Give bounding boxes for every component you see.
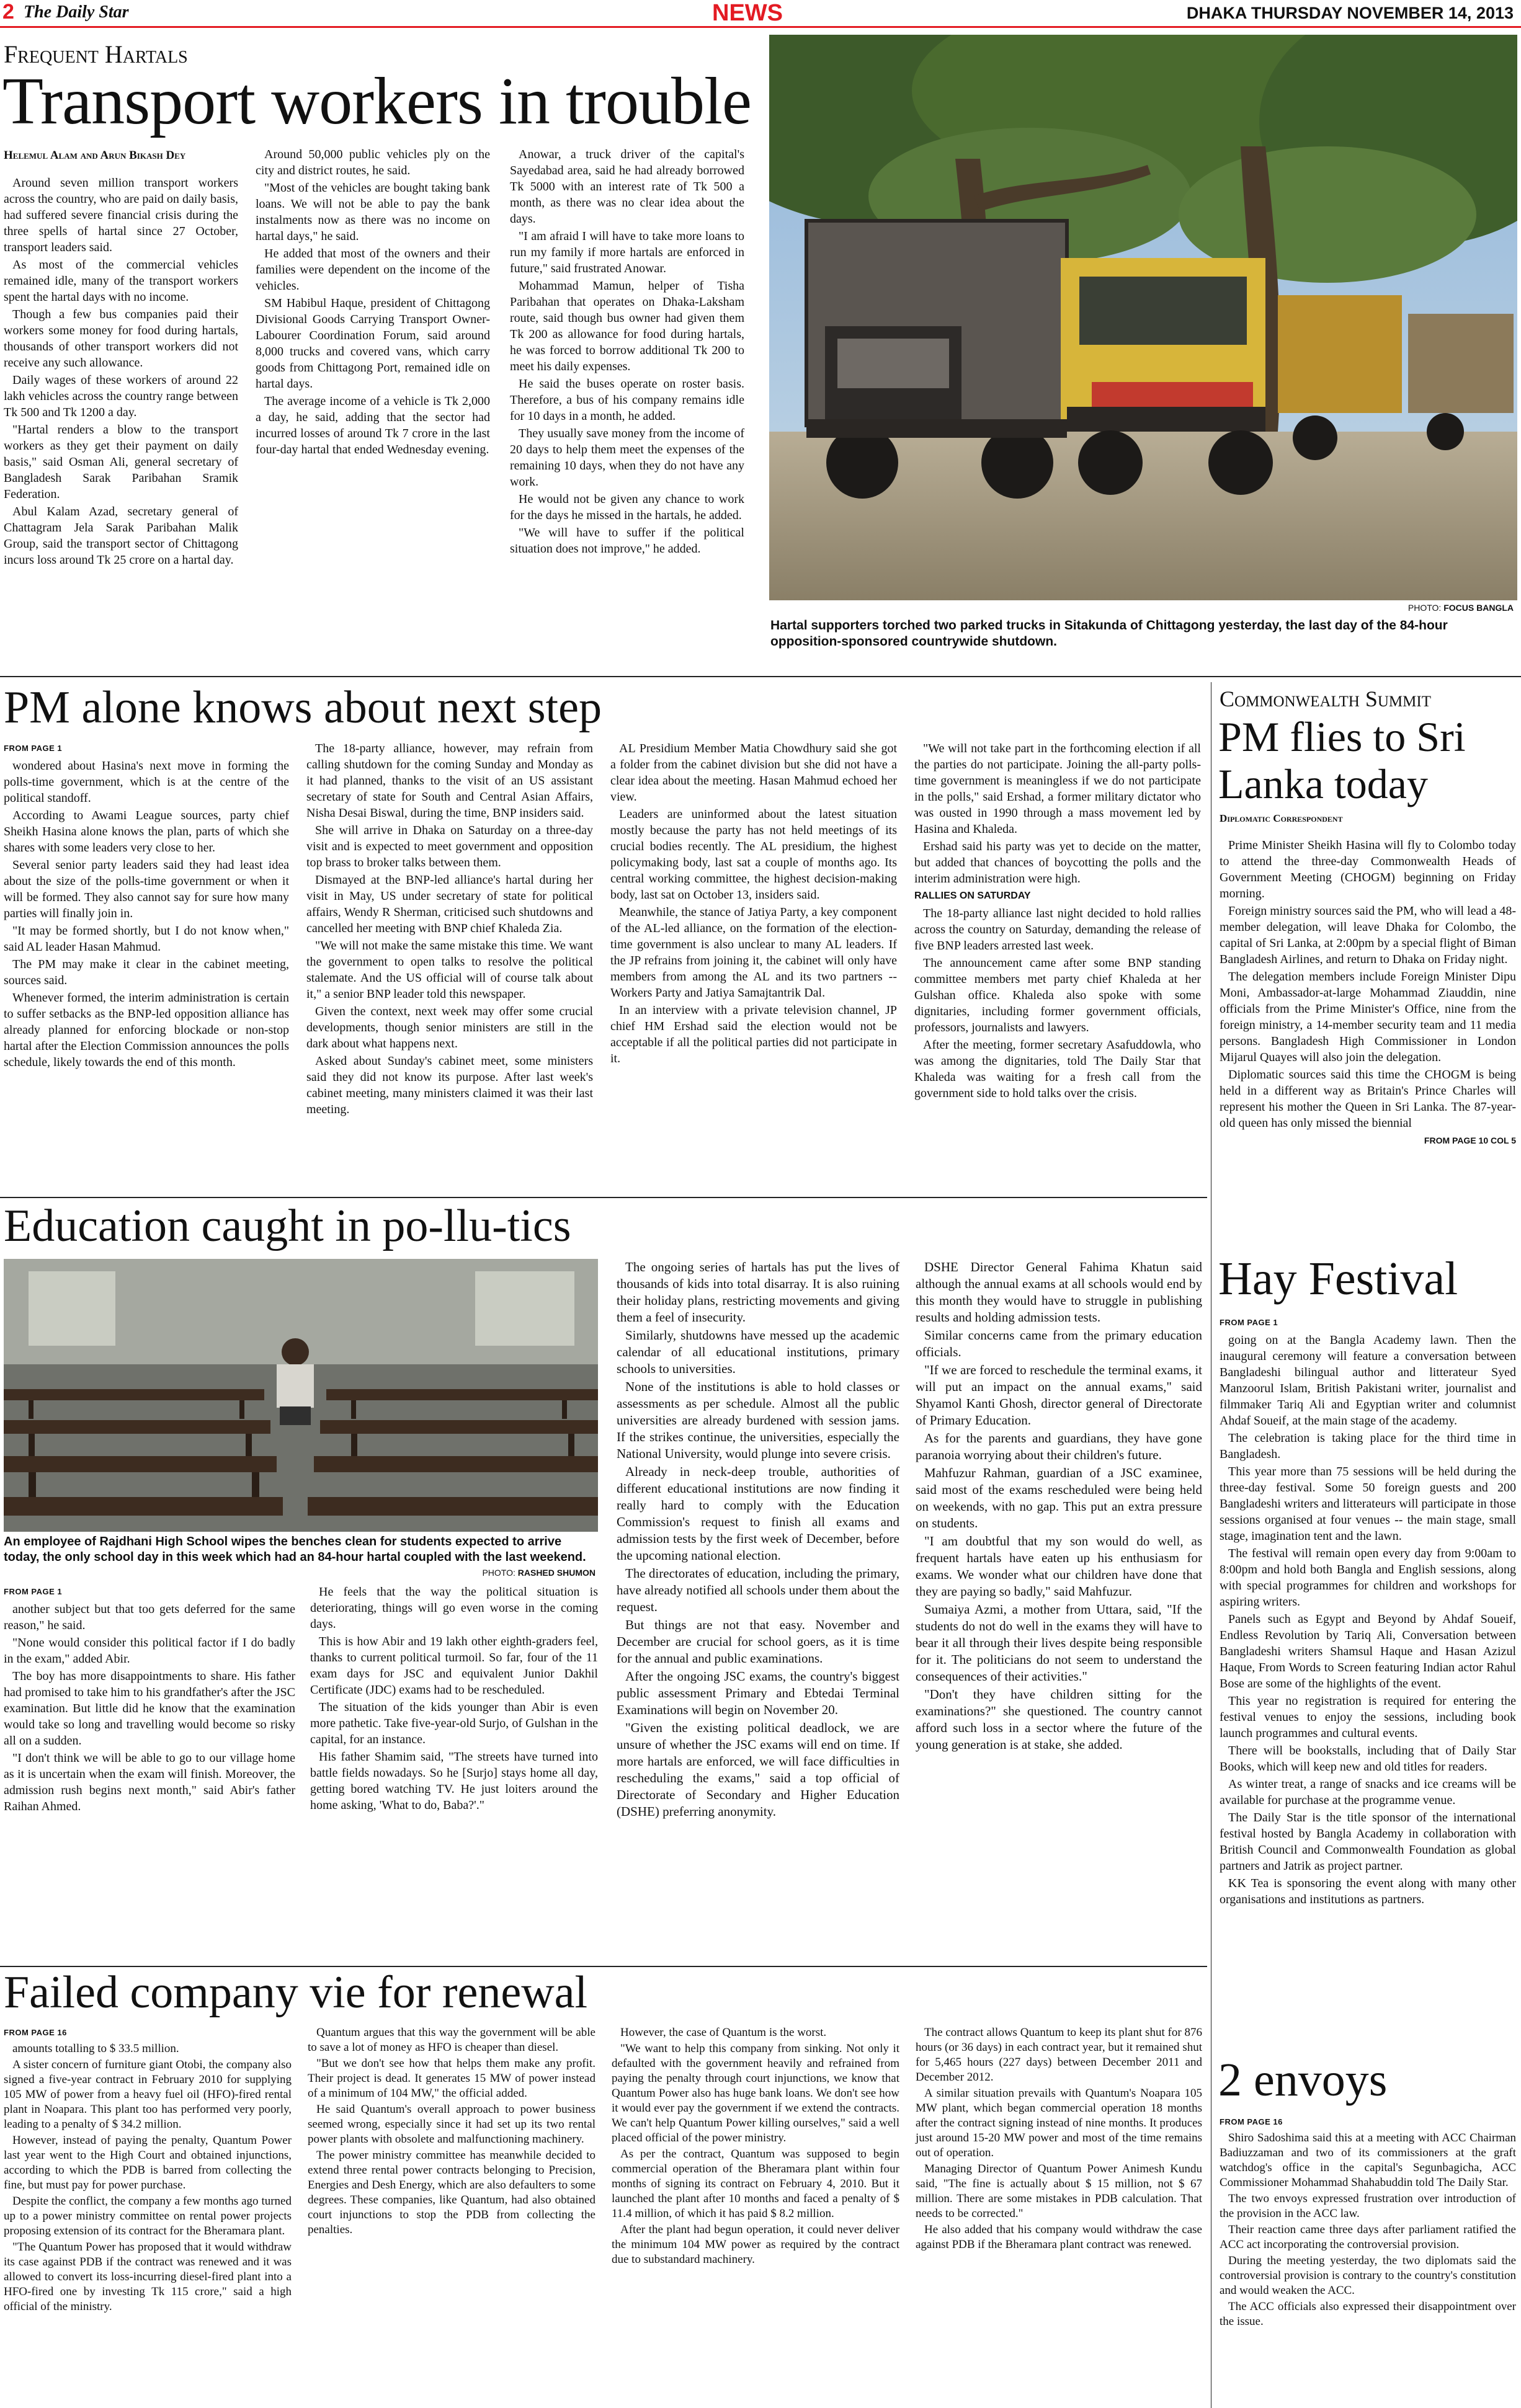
- classroom-image: [4, 1259, 598, 1532]
- paragraph: This is how Abir and 19 lakh other eighth-graders feel, thanks to current political turmoil. So far, four of the 11 exam days for JSC and equivalent Junior Dakhil Certificate (JDC) exams had to be rescheduled.: [310, 1635, 598, 1697]
- pm-alone-col-1: [4, 740, 289, 1072]
- paragraph: A sister concern of furniture giant Otobi, the company also signed a five-year contract in February 2010 for supplying 105 MW of power from a heavy fuel oil (HFO)-fired rental plant in Noapara. This plant too has performed very poorly, leading to a penalty of $ 34.2 million.: [4, 2058, 292, 2131]
- from-page: FROM PAGE 16: [4, 2028, 67, 2037]
- education-col-3: [617, 1259, 899, 1821]
- paragraph: Mahfuzur Rahman, guardian of a JSC examinee, said most of the exams rescheduled were being held on weekends, with no gap. This put an extra pressure on students.: [916, 1465, 1202, 1531]
- paragraph: His father Shamim said, "The streets have turned into battle fields nowadays. So he [Surjo] stays home all day, getting bored watching TV. He just loiters around the home asking, 'What to do, Baba?'.": [310, 1750, 598, 1812]
- paragraph: "We will have to suffer if the political situation does not improve," he added.: [510, 526, 744, 556]
- subhead: RALLIES ON SATURDAY: [914, 891, 1031, 901]
- trucks-photo: [769, 35, 1517, 600]
- education-col-1: [4, 1584, 295, 1816]
- from-page: FROM PAGE 16: [1220, 2117, 1283, 2126]
- paragraph: wondered about Hasina's next move in forming the polls-time government, which is at the centre of the political standoff.: [4, 759, 289, 805]
- paragraph: DSHE Director General Fahima Khatun said although the annual exams at all schools would end by this month they would have to struggle in publishing results and holding admission tests.: [916, 1260, 1202, 1325]
- paper-logo: The Daily Star: [24, 2, 129, 22]
- from-page: FROM PAGE 1: [4, 1587, 63, 1596]
- paragraph: This year no registration is required for entering the festival venues to enjoy the sessions, including book launch programmes and cultural events.: [1220, 1694, 1516, 1740]
- paragraph: Abul Kalam Azad, secretary general of Chattagram Jela Sarak Paribahan Malik Group, said the transport sector of Chittagong incurs loss around Tk 25 crore on a hartal day.: [4, 505, 238, 567]
- paragraph: As most of the commercial vehicles remained idle, many of the transport workers spent the hartal days with no income.: [4, 258, 238, 304]
- paragraph: After the meeting, former secretary Asafuddowla, who was among the dignitaries, told The Daily Star that Khaleda was waiting for a fresh call from the government side to hold talks over the crisis.: [914, 1038, 1201, 1100]
- education-col-4: [916, 1259, 1202, 1754]
- paragraph: In an interview with a private television channel, JP chief HM Ershad said the election would not be acceptable if all the political parties did not participate in it.: [610, 1003, 897, 1065]
- paragraph: Anowar, a truck driver of the capital's Sayedabad area, said he had already borrowed Tk 5000 with an interest rate of Tk 500 a month, as there was no clear idea about the days.: [510, 148, 744, 226]
- two-envoys-headline: 2 envoys: [1218, 2054, 1388, 2106]
- paragraph: KK Tea is sponsoring the event along with many other organisations and institutions as partners.: [1220, 1877, 1516, 1906]
- dateline: DHAKA THURSDAY NOVEMBER 14, 2013: [1186, 4, 1514, 22]
- paragraph: Around seven million transport workers across the country, who are paid on daily basis, had suffered severe financial crisis during the three spells of hartal since 27 October, transport leaders said.: [4, 176, 238, 254]
- transport-kicker: Frequent Hartals: [4, 40, 188, 68]
- paragraph: "Most of the vehicles are bought taking bank loans. We will not be able to pay the bank instalments now as there was no income on hartal days," he said.: [256, 181, 490, 243]
- paragraph: Shiro Sadoshima said this at a meeting with ACC Chairman Badiuzzaman and two of its commissioners at the graft watchdog's office in the capital's Segunbagicha, ACC Commissioner Mohammad Shahabuddin told The Daily Star.: [1220, 2131, 1516, 2189]
- paragraph: He would not be given any chance to work for the days he missed in the hartals, he added.: [510, 492, 744, 522]
- paragraph: amounts totalling to $ 33.5 million.: [12, 2042, 179, 2055]
- paragraph: Diplomatic sources said this time the CHOGM is being held in a different way as Britain's Prince Charles will represent his mother the Queen in Sri Lanka. The 87-year-old queen has only missed the biennial: [1220, 1068, 1516, 1130]
- paragraph: The boy has more disappointments to share. His father had promised to take him to his grandfather's after the JSC examination. But little did he know that the examination would take so long and travelling would become so risky all on a sudden.: [4, 1669, 295, 1748]
- pm-alone-headline: PM alone knows about next step: [4, 682, 602, 733]
- paragraph: Similarly, shutdowns have messed up the academic calendar of all educational institutions, primary schools to universities.: [617, 1328, 899, 1376]
- paragraph: The delegation members include Foreign Minister Dipu Moni, Ambassador-at-large Mohammad Ziauddin, nine officials from the Prime Minister's Office, nine from the foreign ministry, a 14-member security team and 11 media persons. Bangladesh High Commissioner in London Mijarul Quayes will also join the delegation.: [1220, 970, 1516, 1064]
- paragraph: Given the context, next week may offer some crucial developments, though senior ministers are still in the dark about what happens next.: [306, 1005, 593, 1051]
- section-label: NEWS: [712, 0, 783, 26]
- paragraph: "None would consider this political factor if I do badly in the exam," added Abir.: [4, 1636, 295, 1666]
- paragraph: Similar concerns came from the primary education officials.: [916, 1328, 1202, 1359]
- paragraph: Meanwhile, the stance of Jatiya Party, a key component of the AL-led alliance, on the formation of the election-time government is also unclear to many AL leaders. If the JP refrains from joining it, the cabinet will only have members from among the AL and its two partners -- Workers Party and Jatiya Samajtantrik Dal.: [610, 905, 897, 1000]
- paragraph: The 18-party alliance, however, may refrain from calling shutdown for the coming Sunday and Monday as it had planned, thanks to the visit of an US assistant secretary of state for South and Central Asian Affairs, Nisha Desai Biswal, during the time, BNP insiders said.: [306, 742, 593, 820]
- credit-label: PHOTO:: [482, 1568, 515, 1578]
- pm-alone-col-2: [306, 740, 593, 1119]
- hay-festival-headline: Hay Festival: [1218, 1253, 1458, 1305]
- paragraph: However, instead of paying the penalty, Quantum Power last year went to the High Court and obtained injunctions, according to which the PDB is barred from collecting the fine, but must pay for power purchase.: [4, 2134, 292, 2192]
- paragraph: Several senior party leaders said they had least idea about the size of the polls-time government or when it will be formed. They also cannot say for sure how many parties will finally join in.: [4, 858, 289, 920]
- paragraph: Foreign ministry sources said the PM, who will lead a 48-member delegation, will leave Dhaka for Colombo, the capital of Sri Lanka, at 2:00pm by a special flight of Biman Bangladesh Airlines, and return to Dhaka on Friday night.: [1220, 904, 1516, 966]
- transport-headline: Transport workers in trouble: [2, 64, 751, 138]
- classroom-caption: An employee of Rajdhani High School wipes the benches clean for students expected to arrive today, the only school day in this week which had an 84-hour hartal coupled with the last weekend.: [4, 1535, 586, 1564]
- paragraph: The contract allows Quantum to keep its plant shut for 876 hours (or 36 days) in each contract year, but it remained shut for 5,465 hours (227 days) between December 2011 and December 2012.: [916, 2026, 1202, 2084]
- paragraph: The 18-party alliance last night decided to hold rallies across the country on Saturday, demanding the release of five BNP leaders arrested last week.: [914, 907, 1201, 953]
- trucks-image: [769, 35, 1517, 600]
- sri-lanka-kicker: Commonwealth Summit: [1220, 686, 1431, 711]
- paragraph: A similar situation prevails with Quantum's Noapara 105 MW plant, which began commercial operation 18 months after the contract signing instead of nine months. It produces just around 15-20 MW power and most of the time remains out of operation.: [916, 2087, 1202, 2159]
- paragraph: "Hartal renders a blow to the transport workers as they get their payment on daily basis," said Osman Ali, general secretary of Bangladesh Sarak Paribahan Sramik Federation.: [4, 423, 238, 501]
- paragraph: The PM may make it clear in the cabinet meeting, sources said.: [4, 957, 289, 987]
- paragraph: None of the institutions is able to hold classes or assessments as per schedule. Almost all the public universities are already burdened with session jams. If the strikes continue, the universities, especially the National University, would plunge into severe crisis.: [617, 1379, 899, 1461]
- two-envoys-body: [1220, 2115, 1516, 2330]
- paragraph: Prime Minister Sheikh Hasina will fly to Colombo today to attend the three-day Commonwealth Heads of Government Meeting (CHOGM) beginning on Friday morning.: [1220, 838, 1516, 900]
- paragraph: He said Quantum's overall approach to power business seemed wrong, especially since it had set up its two rental power plants with obsolete and malfunctioning machinery.: [308, 2103, 595, 2146]
- education-headline: Education caught in po-llu-tics: [4, 1201, 571, 1251]
- paragraph: Panels such as Egypt and Beyond by Ahdaf Soueif, Endless Revolution by Tariq Ali, Conversation between Bangladeshi writers Shamsul Haque and Hasan Azizul Haque, From Words to Screen featuring Indian actor Rahul Bose are some of the highlights of the event.: [1220, 1612, 1516, 1690]
- paragraph: However, the case of Quantum is the worst.: [620, 2026, 827, 2039]
- sri-lanka-byline: Diplomatic Correspondent: [1220, 812, 1343, 824]
- paragraph: Around 50,000 public vehicles ply on the city and district routes, he said.: [256, 148, 490, 177]
- failed-company-col-1: [4, 2025, 292, 2316]
- paragraph: She will arrive in Dhaka on Saturday on a three-day visit and is expected to meet government and opposition top brass to broker talks between them.: [306, 824, 593, 869]
- paragraph: AL Presidium Member Matia Chowdhury said she got a folder from the cabinet division but she did not have a clear idea about the meeting. Hasan Mahmud echoed her view.: [610, 742, 897, 804]
- credit-name: RASHED SHUMON: [517, 1568, 595, 1578]
- paragraph: "We will not make the same mistake this time. We want the government to open talks to resolve the political stalemate. And the US official will of course talk about it," a senior BNP leader told this newspaper.: [306, 939, 593, 1001]
- paragraph: Whenever formed, the interim administration is certain to suffer setbacks as the BNP-led opposition alliance has already planned for enforcing blockade or non-stop hartal after the Election Commission announces the polls schedule, likely towards the end of this month.: [4, 991, 289, 1069]
- paragraph: Sumaiya Azmi, a mother from Uttara, said, "If the students do not do well in the exams they will have to bear it all through their lives despite being responsible for it. The politicians do not seem to understand the consequences of their activities.": [916, 1602, 1202, 1684]
- paragraph: The ongoing series of hartals has put the lives of thousands of kids into total disarray. It is also ruining their holiday plans, restricting movements and giving them a feel of insecurity.: [617, 1260, 899, 1325]
- from-page: FROM PAGE 1: [1220, 1318, 1278, 1327]
- transport-col-1: [4, 175, 238, 569]
- paragraph: The Daily Star is the title sponsor of the international festival hosted by Bangla Academy in collaboration with British Council and Commonwealth Foundation as global partners and Jatrik as project partner.: [1220, 1811, 1516, 1873]
- paragraph: According to Awami League sources, party chief Sheikh Hasina alone knows the plan, parts of which she shares with some leaders very close to her.: [4, 809, 289, 855]
- paragraph: "Given the existing political deadlock, we are unsure of whether the JSC exams will end on time. If more hartals are enforced, we will face difficulties in rescheduling the exams," said a top official of Directorate of Secondary and Higher Education (DSHE) preferring anonymity.: [617, 1720, 899, 1819]
- paragraph: But things are not that easy. November and December are crucial for school goers, as it is time for the annual and public examinations.: [617, 1617, 899, 1666]
- paragraph: Mohammad Mamun, helper of Tisha Paribahan that operates on Dhaka-Laksham route, said though bus owner had given them Tk 200 as allowance for food during hartals, he was forced to borrow additional Tk 200 to meet his daily expenses.: [510, 279, 744, 373]
- paragraph: Despite the conflict, the company a few months ago turned up to a power ministry committee on rental power projects proposing extension of its contract for the Bheramara plant.: [4, 2195, 292, 2237]
- paragraph: This year more than 75 sessions will be held during the three-day festival. Some 50 foreign guests and 200 Bangladeshi writers and litterateurs will participate in those sessions organised at four venues -- the main stage, small stage, imagination tent and the lawn.: [1220, 1465, 1516, 1543]
- paragraph: As winter treat, a range of snacks and ice creams will be available for purchase at the programme venue.: [1220, 1777, 1516, 1807]
- sri-lanka-body: [1220, 837, 1516, 1148]
- paragraph: Already in neck-deep trouble, authorities of different educational institutions are now finding it really hard to comply with the Education Commission's request to finish all exams and admission tests by the first week of December, before the upcoming national election.: [617, 1464, 899, 1563]
- credit-name: FOCUS BANGLA: [1443, 603, 1514, 613]
- masthead-rule: [0, 26, 1521, 28]
- classroom-photo: [4, 1259, 598, 1532]
- paragraph: "But we don't see how that helps them make any profit. Their project is dead. It generates 15 MW of power instead of a minimum of 104 MW," the official added.: [308, 2057, 595, 2100]
- paragraph: The situation of the kids younger than Abir is even more pathetic. Take five-year-old Surjo, of Gulshan in the capital, for an instance.: [310, 1700, 598, 1746]
- paragraph: The directorates of education, including the primary, have already notified all schools under them about the request.: [617, 1566, 899, 1614]
- paragraph: another subject but that too gets deferred for the same reason," he said.: [4, 1602, 295, 1632]
- paragraph: Daily wages of these workers of around 22 lakh vehicles across the country range between Tk 500 and Tk 1200 a day.: [4, 373, 238, 419]
- pm-alone-col-4: [914, 740, 1201, 1103]
- paragraph: Their reaction came three days after parliament ratified the ACC act incorporating the controversial provision.: [1220, 2223, 1516, 2251]
- paragraph: The two envoys expressed frustration over introduction of the provision in the ACC law.: [1220, 2192, 1516, 2220]
- education-col-2: [310, 1584, 598, 1815]
- paragraph: He added that most of the owners and their families were dependent on the income of the vehicles.: [256, 247, 490, 293]
- paragraph: "I am doubtful that my son would do well, as frequent hartals have eaten up his enthusiasm for exams. We wonder what our children have done that they are paying so badly," said Mahfuzur.: [916, 1534, 1202, 1599]
- paragraph: The power ministry committee has meanwhile decided to extend three rental power contracts belonging to Precision, Energies and Desh Energy, which are also defaulters to some degrees. These companies, like Quantum, had also obtained court injunctions to stop the PDB from collecting the penalties.: [308, 2149, 595, 2236]
- paragraph: Managing Director of Quantum Power Animesh Kundu said, "The fine is actually about $ 15 million, not $ 67 million. There are some mistakes in PDB calculation. That needs to be corrected.": [916, 2162, 1202, 2220]
- paragraph: The celebration is taking place for the third time in Bangladesh.: [1220, 1431, 1516, 1461]
- paragraph: The announcement came after some BNP standing committee members met party chief Khaleda at her Gulshan office. Khaleda also spoke with some dignitaries, including former government officials, professors, journalists and lawyers.: [914, 956, 1201, 1034]
- paragraph: Ershad said his party was yet to decide on the matter, but added that chances of boycotting the polls and the interim administration were high.: [914, 840, 1201, 886]
- paragraph: "The Quantum Power has proposed that it would withdraw its case against PDB if the contract was renewed and it was allowed to convert its loss-incurring diesel-fired plant into a HFO-fired one by investing Tk 115 crore," said a high official of the ministry.: [4, 2241, 292, 2313]
- transport-byline: Helemul Alam and Arun Bikash Dey: [4, 149, 186, 162]
- paragraph: As for the parents and guardians, they have gone paranoia worrying about their children's future.: [916, 1431, 1202, 1462]
- transport-col-2: [256, 146, 490, 459]
- paragraph: Quantum argues that this way the government will be able to save a lot of money as HFO is cheaper than diesel.: [308, 2026, 595, 2054]
- failed-company-col-3: [612, 2025, 899, 2268]
- classroom-photo-credit: [347, 1568, 595, 1578]
- credit-label: PHOTO:: [1407, 603, 1442, 613]
- from-page: FROM PAGE 1: [4, 744, 63, 753]
- paragraph: "It may be formed shortly, but I do not know when," said AL leader Hasan Mahmud.: [4, 924, 289, 954]
- masthead: [0, 0, 1521, 29]
- paragraph: The festival will remain open every day from 9:00am to 8:00pm and hold both Bangla and English sessions, along with special programmes for children and workshops for aspiring writers.: [1220, 1547, 1516, 1609]
- failed-company-headline: Failed company vie for renewal: [4, 1967, 588, 2018]
- page-number: 2: [2, 0, 14, 24]
- failed-company-col-2: [308, 2025, 595, 2239]
- section-rule: [0, 1197, 1207, 1198]
- sri-lanka-headline: [1218, 713, 1516, 807]
- paragraph: "We will not take part in the forthcoming election if all the parties do not participate. Joining the all-party polls-time government is meaningless if we do not participate in the polls," said Ershad, a former military dictator who was ousted in 1990 through a mass movement led by Hasina and Khaleda.: [914, 742, 1201, 836]
- paragraph: After the ongoing JSC exams, the country's biggest public assessment Primary and Ebtedai Terminal Examinations will begin on November 20.: [617, 1669, 899, 1717]
- paragraph: He feels that the way the political situation is deteriorating, things will go even worse in the coming days.: [310, 1585, 598, 1631]
- transport-col-3: [510, 146, 744, 558]
- failed-company-col-4: [916, 2025, 1202, 2254]
- paragraph: Dismayed at the BNP-led alliance's hartal during her visit in May, US under secretary of state for political affairs, Wendy R Sherman, criticised such shutdowns and cancelled her meeting with BNP chief Khaleda Zia.: [306, 873, 593, 935]
- paragraph: He said the buses operate on roster basis. Therefore, a bus of his company remains idle for 10 days in a month, he added.: [510, 377, 744, 423]
- paragraph: After the plant had begun operation, it could never deliver the minimum 104 MW power as required by the contract due to substandard machinery.: [612, 2223, 899, 2266]
- continued-label: FROM PAGE 10 COL 5: [1424, 1135, 1516, 1145]
- paragraph: Leaders are uninformed about the latest situation mostly because the party has not held meetings of its crucial bodies recently. The AL presidium, the highest policymaking body, last sat a couple of months ago. Its central working committee, the highest decision-making body, last sat on October 13, insiders said.: [610, 807, 897, 902]
- paragraph: During the meeting yesterday, the two diplomats said the controversial provision is contrary to the country's constitution and would weaken the ACC.: [1220, 2254, 1516, 2297]
- paragraph: Asked about Sunday's cabinet meet, some ministers said they did not know its purpose. After last week's cabinet meeting, many ministers claimed it was their last meeting.: [306, 1054, 593, 1116]
- paragraph: Though a few bus companies paid their workers some money for food during hartals, thousands of other transport workers did not receive any such allowance.: [4, 308, 238, 370]
- pm-alone-col-3: [610, 740, 897, 1068]
- trucks-photo-credit: [1241, 603, 1514, 613]
- paragraph: They usually save money from the income of 20 days to help them meet the expenses of the remaining 10 days, when they do not have any work.: [510, 427, 744, 489]
- paragraph: going on at the Bangla Academy lawn. Then the inaugural ceremony will feature a conversation between Bangladeshi bilingual author and litterateur Syed Manzoorul Islam, British Pakistani writer, journalist and filmmaker Tariq Ali and Egyptian writer and columnist Ahdaf Soueif, at the main stage of the academy.: [1220, 1333, 1516, 1428]
- paragraph: SM Habibul Haque, president of Chittagong Divisional Goods Carrying Transport Owner-Labourer Coordination Forum, said around 8,000 trucks and covered vans, which carry goods from Chittagong Port, remained idle on hartal days.: [256, 296, 490, 391]
- paragraph: As per the contract, Quantum was supposed to begin commercial operation of the Bheramara plant within four months of signing its contract on February 4, 2010. But it launched the plant after 10 months and faced a penalty of $ 11.4 million, of which it has paid $ 8.2 million.: [612, 2148, 899, 2220]
- paragraph: "We want to help this company from sinking. Not only it defaulted with the government heavily and refrained from paying the penalty through court injunctions, we know that Quantum Power also has huge bank loans. We don't see how it would ever pay the government if we extend the contracts. We can't help Quantum Power killing ourselves," said a well placed official of the power ministry.: [612, 2042, 899, 2144]
- paragraph: The ACC officials also expressed their disappointment over the issue.: [1220, 2300, 1516, 2328]
- paragraph: "I am afraid I will have to take more loans to run my family if more hartals are enforced in future," said frustrated Anowar.: [510, 229, 744, 275]
- paragraph: He also added that his company would withdraw the case against PDB if the Bheramara plant contract was renewed.: [916, 2223, 1202, 2251]
- sri-lanka-headline-text: PM flies to Sri Lanka today: [1218, 713, 1466, 807]
- paragraph: "Don't they have children sitting for the examinations?" she questioned. The country cannot afford such loss in a sector where the future of the young generation is at stake, she added.: [916, 1687, 1202, 1752]
- hay-festival-body: [1220, 1315, 1516, 1909]
- paragraph: There will be bookstalls, including that of Daily Star Books, which will keep new and old titles for readers.: [1220, 1744, 1516, 1774]
- trucks-caption: Hartal supporters torched two parked trucks in Sitakunda of Chittagong yesterday, the last day of the 84-hour opposition-sponsored countrywide shutdown.: [770, 618, 1448, 649]
- paragraph: The average income of a vehicle is Tk 2,000 a day, he said, adding that the sector had incurred losses of around Tk 7 crore in the last four-day hartal that ended Wednesday evening.: [256, 394, 490, 456]
- paragraph: "If we are forced to reschedule the terminal exams, it will put an impact on the annual exams," said Shyamol Kanti Ghosh, director general of Directorate of Primary Education.: [916, 1362, 1202, 1428]
- paragraph: "I don't think we will be able to go to our village home as it is uncertain when the exam will finish. Moreover, the admission rush begins next month," said Abir's father Raihan Ahmed.: [4, 1751, 295, 1813]
- section-rule: [0, 676, 1521, 677]
